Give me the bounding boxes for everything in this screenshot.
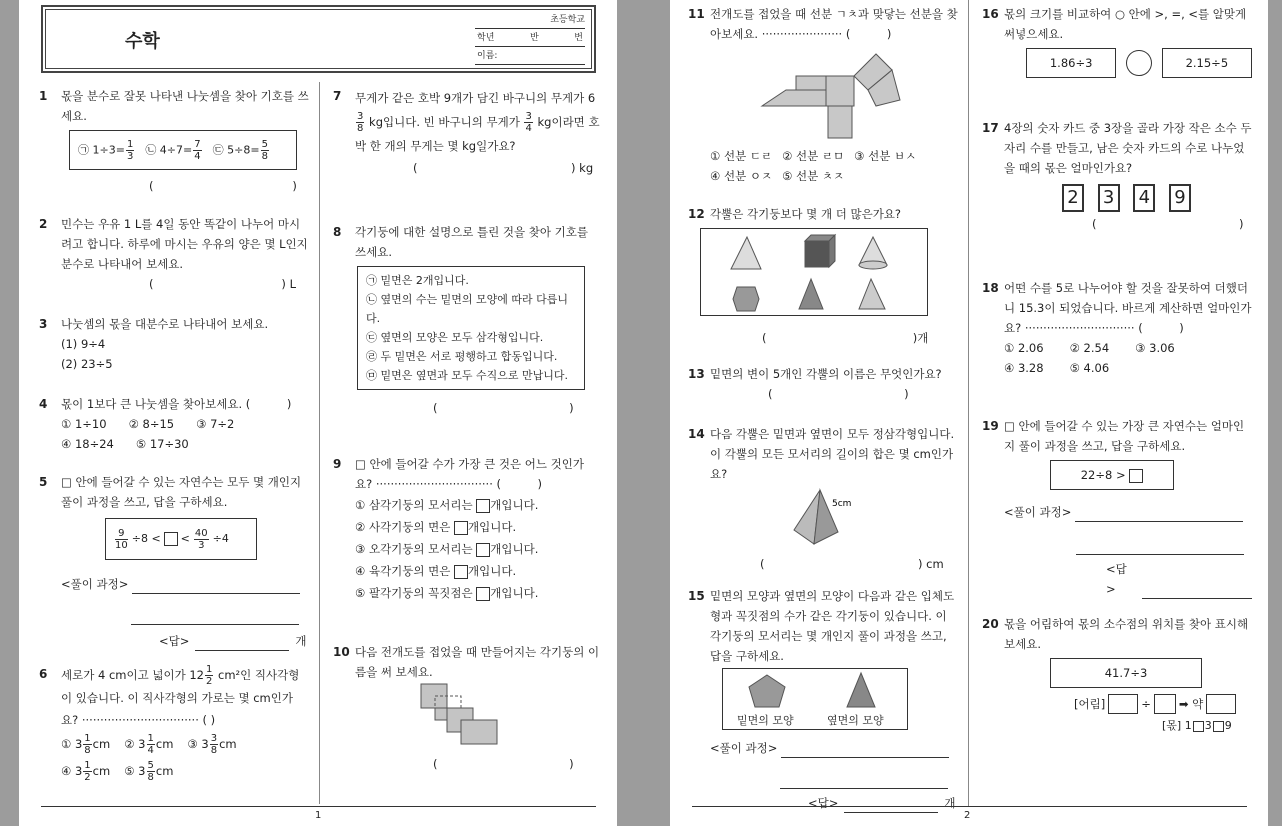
work-input-2[interactable] [1076, 534, 1244, 555]
work-input[interactable] [132, 593, 300, 594]
work-label: <풀이 과정> [61, 577, 129, 591]
question-7 [333, 86, 601, 178]
choices-row-2 [710, 166, 958, 186]
question-1 [39, 86, 309, 196]
decimal-box-1[interactable] [1193, 721, 1204, 732]
question-6 [39, 664, 309, 783]
answer-input[interactable] [195, 650, 289, 651]
question-text: 어떤 수를 5로 나누어야 할 것을 잘못하여 더했더니 15.3이 되었습니다. 바르게 계산하면 얼마인가요? ······························ ( ) [1004, 281, 1252, 335]
question-number: 2 [39, 217, 48, 231]
page-bottom-rule [41, 806, 596, 807]
choice-5: ⑤ 3 $\frac{5}{8}$ cm [124, 760, 174, 783]
quotient-digit: 3 [1204, 719, 1212, 732]
answer-blank: ( ) [149, 179, 297, 193]
choice-4: ④ 육각기둥의 면은 개입니다. [355, 564, 517, 578]
quotient-digit: 9 [1224, 719, 1232, 732]
question-text: 무게가 같은 호박 9개가 담긴 바구니의 무게가 6 $\frac{3}{8}$ kg입니다. 빈 바구니의 무게가 $\frac{3}{4}$ kg이라면 호박 한 개의 무게는 몇 kg일가요? [355, 91, 600, 153]
choice-1: ① 선분 ㄷㄹ [710, 149, 773, 163]
question-3 [39, 314, 309, 374]
left-expression: 1.86÷3 [1026, 48, 1116, 78]
choice-5: ⑤ 팔각기둥의 꼭짓점은 개입니다. [355, 586, 539, 600]
number-label: 번 [574, 33, 583, 43]
number-card: 4 [1133, 184, 1155, 212]
question-text: □ 안에 들어갈 수 있는 가장 큰 자연수는 얼마인지 풀이 과정을 쓰고, 답을 구하세요. [1004, 419, 1245, 453]
right-expression: 2.15÷5 [1162, 48, 1252, 78]
choice-1: ① 2.06 [1004, 341, 1044, 355]
inequality-box: 22÷8 > [1050, 460, 1174, 490]
question-text: 밑면의 변이 5개인 각뿔의 이름은 무엇인가요? [710, 367, 942, 381]
choice-2: ② 3 $\frac{1}{4}$ cm [124, 733, 174, 756]
question-number: 20 [982, 617, 999, 631]
choices-row-2 [1004, 358, 1252, 378]
estimate-box-1[interactable] [1108, 694, 1138, 714]
work-input[interactable] [1075, 521, 1243, 522]
choice-2: ② 선분 ㄹㅁ [782, 149, 845, 163]
edge-length-label: 5cm [832, 499, 852, 509]
base-label: 밑면의 모양 [737, 714, 794, 727]
pyramid-figure [784, 486, 864, 548]
question-9 [333, 454, 601, 604]
question-text: 민수는 우유 1 L를 4일 동안 똑같이 나누어 마시려고 합니다. 하루에 마시는 우유의 양은 몇 L인지 분수로 나타내어 보세요. [61, 217, 308, 271]
estimate-label: [어림] [1074, 697, 1106, 711]
grade-class-field [475, 29, 585, 47]
choices-row-1 [710, 146, 958, 166]
answer-line [1106, 559, 1252, 599]
question-16 [982, 4, 1252, 78]
student-info [475, 11, 585, 65]
answer-input[interactable] [1142, 598, 1252, 599]
choices-box [69, 130, 297, 170]
choice-3: ③ 3 $\frac{3}{8}$ cm [187, 733, 237, 756]
unit-label: 개 [944, 796, 956, 810]
question-14 [688, 424, 958, 574]
question-15 [688, 586, 958, 813]
decimal-box-2[interactable] [1213, 721, 1224, 732]
quotient-label: [몫] 1 [1162, 719, 1192, 732]
solids-figure [700, 228, 928, 316]
answer-input[interactable] [844, 812, 938, 813]
question-text: 밑면의 모양과 옆면의 모양이 다음과 같은 입체도형과 꼭짓점의 수가 같은 각기둥이 있습니다. 이 각기둥의 모서리는 몇 개인지 풀이 과정을 쓰고, 답을 구하세요. [710, 589, 955, 663]
net-figure [758, 50, 938, 140]
question-13 [688, 364, 958, 404]
choice-2: ㉡ 4÷7= $\frac{7}{4}$ [145, 138, 201, 162]
choice-1: ① 삼각기둥의 모서리는 개입니다. [355, 498, 539, 512]
blank-square[interactable] [454, 565, 468, 579]
work-line [710, 738, 958, 758]
choice-2: ② 8÷15 [128, 417, 175, 431]
work-line [61, 574, 309, 594]
question-4 [39, 394, 309, 454]
choice-3: ③ 선분 ㅂㅅ [854, 149, 917, 163]
answer-blank: ( ) [433, 757, 574, 771]
work-label: <풀이 과정> [1004, 505, 1072, 519]
item-2: (2) 23÷5 [61, 357, 113, 371]
answer-blank: ( ) cm [760, 557, 944, 571]
choice-5: ⑤ 4.06 [1069, 361, 1110, 375]
choices-list [355, 494, 601, 604]
estimate-box-3[interactable] [1206, 694, 1236, 714]
question-number: 19 [982, 419, 999, 433]
question-number: 6 [39, 667, 48, 681]
work-input-2[interactable] [780, 768, 948, 789]
statement-2: ㉡ 옆면의 수는 밑면의 모양에 따라 다릅니다. [366, 293, 568, 325]
answer-blank: ( ) kg [413, 161, 594, 175]
estimate-box-2[interactable] [1154, 694, 1176, 714]
question-number: 15 [688, 589, 705, 603]
question-text: 몫의 크기를 비교하여 ○ 안에 >, =, <를 알맞게 써넣으세요. [1004, 7, 1247, 41]
question-11 [688, 4, 958, 186]
question-text: □ 안에 들어갈 수 있는 자연수는 모두 몇 개인지 풀이 과정을 쓰고, 답을 구하세요. [61, 475, 302, 509]
work-input-2[interactable] [131, 604, 299, 625]
choices-row-1 [61, 733, 309, 756]
answer-blank: ( )개 [762, 331, 929, 345]
question-number: 1 [39, 89, 48, 103]
blank-square[interactable] [476, 543, 490, 557]
number-card: 3 [1098, 184, 1120, 212]
question-number: 5 [39, 475, 48, 489]
question-text: 몫이 1보다 큰 나눗셈을 찾아보세요. ( ) [61, 397, 292, 411]
question-17 [982, 118, 1252, 234]
question-18 [982, 278, 1252, 378]
question-number: 8 [333, 225, 342, 239]
blank-square[interactable] [1129, 469, 1143, 483]
comparison-row [1026, 48, 1252, 78]
question-text: 각기둥에 대한 설명으로 틀린 것을 찾아 기호를 쓰세요. [355, 225, 589, 259]
class-label: 반 [529, 33, 539, 43]
answer-line [808, 793, 958, 813]
question-text: □ 안에 들어갈 수가 가장 큰 것은 어느 것인가요? ································ ( ) [355, 457, 584, 491]
choice-3: ③ 3.06 [1135, 341, 1175, 355]
question-text: 4장의 숫자 카드 중 3장을 골라 가장 작은 소수 두 자리 수를 만들고, 남은 숫자 카드의 수로 나누었을 때의 몫은 얼마인가요? [1004, 121, 1252, 175]
choice-5: ⑤ 17÷30 [135, 437, 189, 451]
choice-2: ② 2.54 [1069, 341, 1110, 355]
blank-square[interactable] [476, 587, 490, 601]
blank-square[interactable] [454, 521, 468, 535]
choice-3: ㉢ 5÷8= $\frac{5}{8}$ [212, 138, 268, 162]
question-text: 다음 전개도를 접었을 때 만들어지는 각기둥의 이름을 써 보세요. [355, 645, 600, 679]
choice-4: ④ 3 $\frac{1}{2}$ cm [61, 760, 111, 783]
choice-1: ㉠ 1÷3= $\frac{1}{3}$ [78, 138, 134, 162]
inequality-box: $\frac{9}{10}$ ÷8 < < $\frac{40}{3}$ ÷4 [105, 518, 257, 560]
answer-label: <답> [808, 796, 839, 810]
statement-3: ㉢ 옆면의 모양은 모두 삼각형입니다. [366, 331, 544, 344]
choice-4: ④ 3.28 [1004, 361, 1044, 375]
question-number: 7 [333, 89, 342, 103]
question-number: 16 [982, 7, 999, 21]
question-number: 18 [982, 281, 999, 295]
answer-blank: ( ) [1092, 217, 1244, 231]
approx-label: ➡ 약 [1178, 697, 1204, 711]
shapes-box [722, 668, 908, 730]
answer-blank: ( ) [433, 401, 574, 415]
answer-label: <답> [1106, 562, 1127, 596]
choice-3: ③ 7÷2 [196, 417, 235, 431]
question-12 [688, 204, 958, 348]
statement-4: ㉣ 두 밑면은 서로 평행하고 합동입니다. [366, 350, 558, 363]
question-10 [333, 642, 601, 774]
question-number: 4 [39, 397, 48, 411]
unit-label: 개 [295, 634, 307, 648]
choices-row-2 [61, 434, 309, 454]
school-field: 초등학교 [475, 11, 585, 29]
question-number: 10 [333, 645, 350, 659]
number-card: 2 [1062, 184, 1084, 212]
work-line [1004, 502, 1252, 522]
choice-4: ④ 18÷24 [61, 437, 114, 451]
statement-1: ㉠ 밑면은 2개입니다. [366, 274, 469, 287]
choice-1: ① 3 $\frac{1}{8}$ cm [61, 733, 111, 756]
worksheet-header [41, 5, 596, 73]
choice-3: ③ 오각기둥의 모서리는 개입니다. [355, 542, 539, 556]
grade-label: 학년 [477, 33, 495, 43]
choice-2: ② 사각기둥의 면은 개입니다. [355, 520, 517, 534]
number-card: 9 [1169, 184, 1191, 212]
prism-net-figure [419, 682, 509, 748]
question-2 [39, 214, 309, 294]
blank-square[interactable] [476, 499, 490, 513]
statement-5: ㉤ 밑면은 옆면과 모두 수직으로 만납니다. [366, 369, 568, 382]
estimate-row [1074, 694, 1252, 714]
page-number: 2 [964, 810, 971, 821]
choice-4: ④ 선분 ㅇㅈ [710, 169, 773, 183]
column-divider [319, 82, 320, 804]
question-number: 3 [39, 317, 48, 331]
choice-1: ① 1÷10 [61, 417, 107, 431]
divide-sign: ÷ [1141, 697, 1151, 711]
choice-5: ⑤ 선분 ㅊㅈ [782, 169, 845, 183]
worksheet-page-1 [19, 0, 617, 826]
side-label: 옆면의 모양 [827, 714, 884, 727]
choices-row-1 [61, 414, 309, 434]
answer-label: <답> [159, 634, 190, 648]
work-input[interactable] [781, 757, 949, 758]
question-number: 13 [688, 367, 705, 381]
question-number: 17 [982, 121, 999, 135]
work-label: <풀이 과정> [710, 741, 778, 755]
question-text: 각뿔은 각기둥보다 몇 개 더 많은가요? [710, 207, 902, 221]
answer-line [159, 631, 309, 651]
item-1: (1) 9÷4 [61, 337, 106, 351]
question-text: 전개도를 접었을 때 선분 ㄱㅊ과 맞닿는 선분을 찾아보세요. ······················ ( ) [710, 7, 958, 41]
question-number: 12 [688, 207, 705, 221]
question-20 [982, 614, 1252, 736]
question-number: 14 [688, 427, 705, 441]
blank-square[interactable] [164, 532, 178, 546]
question-text: 세로가 4 cm이고 넓이가 12 $\frac{1}{2}$ cm²인 직사각형이 있습니다. 이 직사각형의 가로는 몇 cm인가요? ································ ( ) [61, 664, 300, 727]
page-number: 1 [315, 810, 322, 821]
choices-row-1 [1004, 338, 1252, 358]
question-text: 몫을 어림하여 몫의 소수점의 위치를 찾아 표시해 보세요. [1004, 617, 1249, 651]
question-text: 다음 각뿔은 밑면과 옆면이 모두 정삼각형입니다. 이 각뿔의 모든 모서리의 길이의 합은 몇 cm인가요? [710, 427, 955, 481]
expression-box: 41.7÷3 [1050, 658, 1202, 688]
quotient-row [1162, 716, 1252, 736]
statements-box [357, 266, 585, 390]
number-cards [1062, 184, 1252, 212]
question-text: 나눗셈의 몫을 대분수로 나타내어 보세요. [61, 317, 269, 331]
subject-title: 수학 [125, 31, 160, 52]
shape-icons [723, 671, 909, 711]
question-5 [39, 472, 309, 651]
answer-blank: ( ) [768, 387, 909, 401]
question-text: 몫을 분수로 잘못 나타낸 나눗셈을 찾아 기호를 쓰세요. [61, 89, 309, 123]
question-number: 9 [333, 457, 342, 471]
column-divider [968, 0, 969, 806]
question-19 [982, 416, 1252, 599]
worksheet-page-2 [670, 0, 1268, 826]
compare-circle[interactable] [1126, 50, 1151, 76]
page-bottom-rule [692, 806, 1247, 807]
name-field: 이름: [475, 47, 585, 65]
question-number: 11 [688, 7, 705, 21]
choices-row-2 [61, 760, 309, 783]
question-8 [333, 222, 601, 418]
answer-blank: ( ) L [149, 277, 296, 291]
